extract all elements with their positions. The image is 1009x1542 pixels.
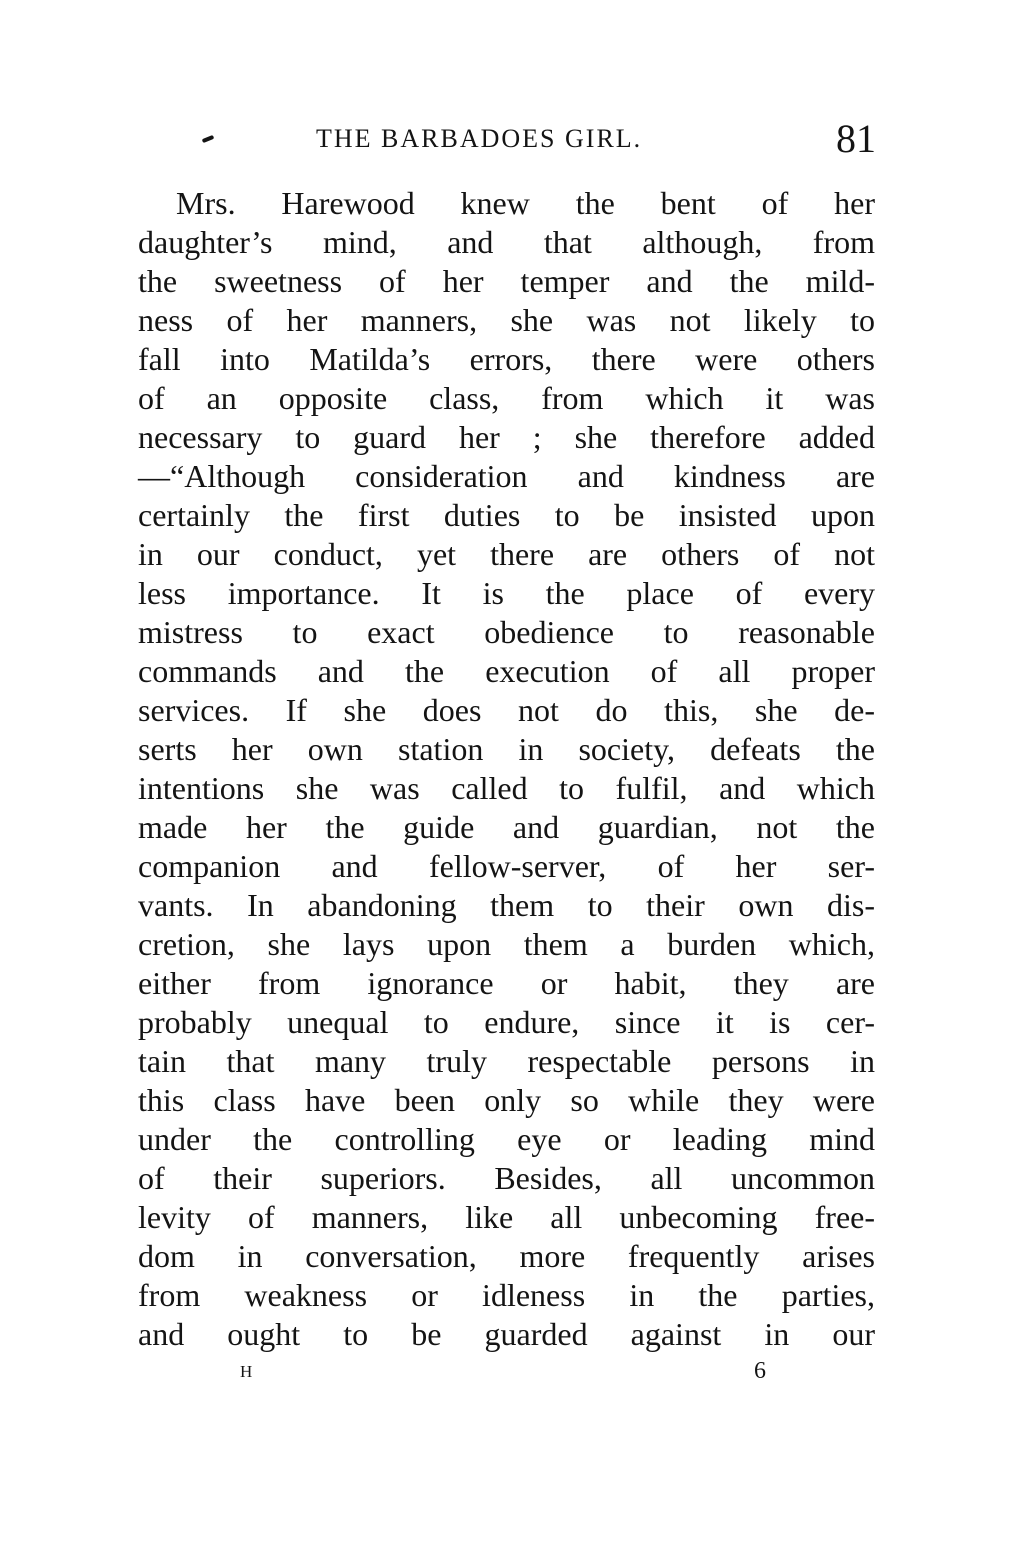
text-line-3: the sweetness of her temper and the mild- — [138, 263, 875, 299]
text-line-6: of an opposite class, from which it was — [138, 380, 875, 416]
page-number: 81 — [836, 116, 876, 161]
sheet-number: 6 — [754, 1358, 766, 1384]
text-line-24: this class have been only so while they were — [138, 1082, 875, 1118]
page-header — [196, 115, 876, 161]
text-line-1: Mrs. Harewood knew the bent of her — [176, 185, 875, 221]
page-footer — [0, 1358, 1009, 1388]
text-line-8: —“Although consideration and kindness are — [138, 458, 875, 494]
text-line-16: intentions she was called to fulfil, and which — [138, 770, 875, 806]
text-line-23: tain that many truly respectable persons in — [138, 1043, 875, 1079]
text-line-27: levity of manners, like all unbecoming free- — [138, 1199, 875, 1235]
running-title: THE BARBADOES GIRL. — [316, 124, 643, 153]
text-line-13: commands and the execution of all proper — [138, 653, 875, 689]
text-line-9: certainly the first duties to be insisted upon — [138, 497, 875, 533]
text-line-26: of their superiors. Besides, all uncommon — [138, 1160, 875, 1196]
text-line-18: companion and fellow-server, of her ser- — [138, 848, 875, 884]
text-line-2: daughter’s mind, and that although, from — [138, 224, 875, 260]
text-line-5: fall into Matilda’s errors, there were others — [138, 341, 875, 377]
header-ink-mark — [202, 135, 215, 143]
text-line-28: dom in conversation, more frequently arises — [138, 1238, 875, 1274]
text-line-17: made her the guide and guardian, not the — [138, 809, 875, 845]
text-line-14: services. If she does not do this, she de- — [138, 692, 875, 728]
text-line-19: vants. In abandoning them to their own dis- — [138, 887, 875, 923]
text-line-4: ness of her manners, she was not likely to — [138, 302, 875, 338]
text-line-7: necessary to guard her ; she therefore added — [138, 419, 875, 455]
text-line-20: cretion, she lays upon them a burden which, — [138, 926, 875, 962]
text-line-10: in our conduct, yet there are others of not — [138, 536, 875, 572]
text-line-15: serts her own station in society, defeats the — [138, 731, 875, 767]
text-line-25: under the controlling eye or leading mind — [138, 1121, 875, 1157]
text-line-30: and ought to be guarded against in our — [138, 1316, 875, 1352]
body-paragraph — [138, 184, 875, 1354]
signature-mark: H — [240, 1362, 254, 1381]
text-line-29: from weakness or idleness in the parties, — [138, 1277, 875, 1313]
text-line-11: less importance. It is the place of every — [138, 575, 875, 611]
text-line-21: either from ignorance or habit, they are — [138, 965, 875, 1001]
text-line-22: probably unequal to endure, since it is cer- — [138, 1004, 875, 1040]
text-line-12: mistress to exact obedience to reasonable — [138, 614, 875, 650]
